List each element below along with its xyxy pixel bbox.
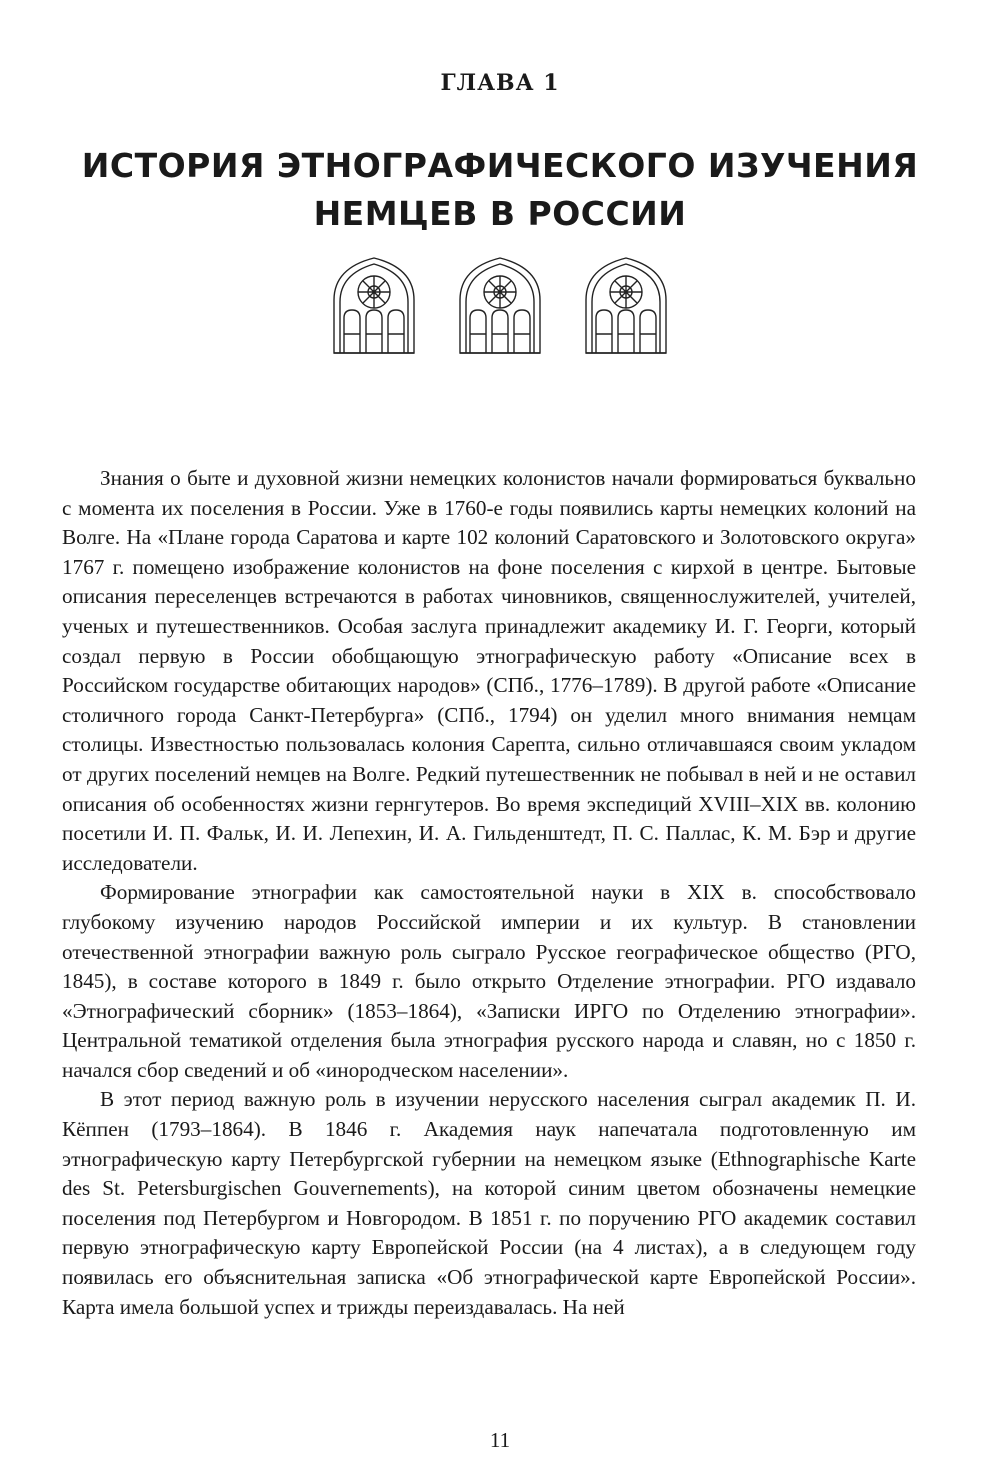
chapter-title: ИСТОРИЯ ЭТНОГРАФИЧЕСКОГО ИЗУЧЕНИЯ НЕМЦЕВ В РОССИИ bbox=[81, 146, 919, 233]
paragraph: Знания о быте и духовной жизни немецких колонистов начали формироваться буквально с момента их поселения в России. Уже в 1760-е годы появились карты немецких колоний на Волге. На «Плане города Саратова и карте 102 колоний Саратовского и Золотовского округа» 1767 г. помещено изображение колонистов на фоне поселения с кирхой в центре. Бытовые описания переселенцев встречаются в работах чиновников, священнослужителей, учителей, ученых и путешественников. Особая заслуга принадлежит академику И. Г. Георги, который создал первую в России обобщающую этнографическую работу «Описание всех в Российском государстве обитающих народов» (СПб., 1776–1789). В другой работе «Описание столичного города Санкт-Петербурга» (СПб., 1794) он уделил много внимания немцам столицы. Известностью пользовалась колония Сарепта, сильно отличавшаяся своим укладом от других поселений немцев на Волге. Редкий путешественник не побывал в ней и не оставил описания об особенностях жизни гернгутеров. Во время экспедиций XVIII–XIX вв. колонию посетили И. П. Фальк, И. И. Лепехин, И. А. Гильденштедт, П. С. Паллас, К. М. Бэр и другие исследователи. bbox=[62, 466, 916, 875]
body-text bbox=[62, 464, 916, 1322]
page-number: 11 bbox=[489, 1428, 511, 1452]
gothic-window-icon bbox=[330, 256, 418, 354]
paragraph: В этот период важную роль в изучении нерусского населения сыграл академик П. И. Кёппен (1793–1864). В 1846 г. Академия наук напечатала подготовленную им этнографическую карту Петербургской губернии на немецком языке (Ethnographische Karte des St. Petersburgischen Gouvernements), на которой синим цветом обозначены немецкие поселения под Петербургом и Новгородом. В 1851 г. по поручению РГО академик составил первую этнографическую карту Европейской России (на 4 листах), а в следующем году появилась его объяснительная записка «Об этнографической карте Европейской России». Карта имела большой успех и трижды переиздавалась. На ней bbox=[62, 1087, 916, 1319]
chapter-label: ГЛАВА 1 bbox=[440, 70, 560, 96]
paragraph: Формирование этнографии как самостоятельной науки в XIX в. способствовало глубокому изучению народов Российской империи и их культур. В становлении отечественной этнографии важную роль сыграло Русское географическое общество (РГО, 1845), в составе которого в 1849 г. было открыто Отделение этнографии. РГО издавало «Этнографический сборник» (1853–1864), «Записки ИРГО по Отделению этнографии». Центральной тематикой отделения была этнография русского народа и славян, но с 1850 г. начался сбор сведений и об «инородческом населении». bbox=[62, 880, 916, 1082]
ornament-row bbox=[330, 256, 670, 356]
gothic-window-icon bbox=[456, 256, 544, 354]
gothic-window-icon bbox=[582, 256, 670, 354]
